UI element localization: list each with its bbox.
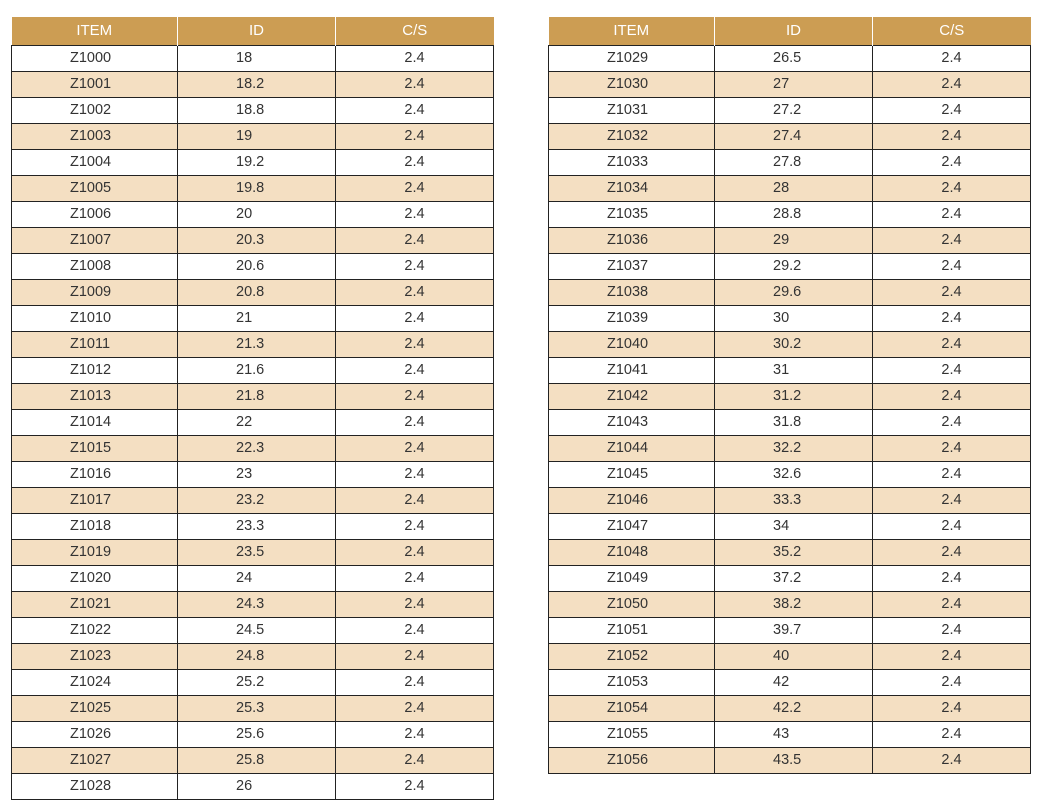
item-number-cell: Z1026 <box>12 721 178 747</box>
inner-diameter-cell: 21.3 <box>178 331 336 357</box>
table-row <box>549 357 1031 383</box>
inner-diameter-cell: 20.8 <box>178 279 336 305</box>
inner-diameter-cell: 33.3 <box>715 487 873 513</box>
inner-diameter-cell: 21.8 <box>178 383 336 409</box>
table-row <box>12 97 494 123</box>
inner-diameter-cell: 31 <box>715 357 873 383</box>
cross-section-cell: 2.4 <box>873 175 1031 201</box>
cross-section-cell: 2.4 <box>336 539 494 565</box>
item-number-cell: Z1037 <box>549 253 715 279</box>
inner-diameter-cell: 28.8 <box>715 201 873 227</box>
item-number-cell: Z1018 <box>12 513 178 539</box>
inner-diameter-cell: 42 <box>715 669 873 695</box>
cross-section-cell: 2.4 <box>336 461 494 487</box>
item-number-cell: Z1051 <box>549 617 715 643</box>
cross-section-cell: 2.4 <box>873 565 1031 591</box>
inner-diameter-cell: 40 <box>715 643 873 669</box>
table-row <box>549 721 1031 747</box>
cross-section-cell: 2.4 <box>873 669 1031 695</box>
item-number-cell: Z1020 <box>12 565 178 591</box>
column-header-id: ID <box>715 17 873 45</box>
item-number-cell: Z1029 <box>549 45 715 71</box>
cross-section-cell: 2.4 <box>873 305 1031 331</box>
inner-diameter-cell: 24 <box>178 565 336 591</box>
item-number-cell: Z1003 <box>12 123 178 149</box>
cross-section-cell: 2.4 <box>873 409 1031 435</box>
item-number-cell: Z1040 <box>549 331 715 357</box>
item-number-cell: Z1045 <box>549 461 715 487</box>
cross-section-cell: 2.4 <box>873 721 1031 747</box>
inner-diameter-cell: 43 <box>715 721 873 747</box>
inner-diameter-cell: 39.7 <box>715 617 873 643</box>
cross-section-cell: 2.4 <box>873 695 1031 721</box>
item-number-cell: Z1004 <box>12 149 178 175</box>
item-number-cell: Z1048 <box>549 539 715 565</box>
cross-section-cell: 2.4 <box>336 591 494 617</box>
inner-diameter-cell: 18.2 <box>178 71 336 97</box>
inner-diameter-cell: 19 <box>178 123 336 149</box>
item-number-cell: Z1015 <box>12 435 178 461</box>
table-row <box>12 279 494 305</box>
item-number-cell: Z1016 <box>12 461 178 487</box>
table-row <box>549 487 1031 513</box>
table-row <box>549 409 1031 435</box>
item-number-cell: Z1013 <box>12 383 178 409</box>
item-number-cell: Z1007 <box>12 227 178 253</box>
inner-diameter-cell: 30.2 <box>715 331 873 357</box>
table-row <box>12 305 494 331</box>
inner-diameter-cell: 23 <box>178 461 336 487</box>
inner-diameter-cell: 38.2 <box>715 591 873 617</box>
cross-section-cell: 2.4 <box>336 149 494 175</box>
item-number-cell: Z1008 <box>12 253 178 279</box>
cross-section-cell: 2.4 <box>873 123 1031 149</box>
cross-section-cell: 2.4 <box>873 227 1031 253</box>
inner-diameter-cell: 29 <box>715 227 873 253</box>
cross-section-cell: 2.4 <box>873 71 1031 97</box>
table-row <box>12 175 494 201</box>
o-ring-table-right <box>548 17 1031 774</box>
cross-section-cell: 2.4 <box>873 45 1031 71</box>
cross-section-cell: 2.4 <box>336 643 494 669</box>
inner-diameter-cell: 26.5 <box>715 45 873 71</box>
item-number-cell: Z1054 <box>549 695 715 721</box>
cross-section-cell: 2.4 <box>873 747 1031 773</box>
cross-section-cell: 2.4 <box>336 435 494 461</box>
table-row <box>549 305 1031 331</box>
item-number-cell: Z1009 <box>12 279 178 305</box>
cross-section-cell: 2.4 <box>336 695 494 721</box>
table-row <box>549 383 1031 409</box>
cross-section-cell: 2.4 <box>336 305 494 331</box>
table-row <box>12 721 494 747</box>
cross-section-cell: 2.4 <box>873 97 1031 123</box>
item-number-cell: Z1035 <box>549 201 715 227</box>
item-number-cell: Z1011 <box>12 331 178 357</box>
inner-diameter-cell: 19.2 <box>178 149 336 175</box>
table-row <box>549 565 1031 591</box>
item-number-cell: Z1049 <box>549 565 715 591</box>
table-row <box>549 45 1031 71</box>
cross-section-cell: 2.4 <box>336 773 494 799</box>
cross-section-cell: 2.4 <box>336 617 494 643</box>
item-number-cell: Z1028 <box>12 773 178 799</box>
table-row <box>549 71 1031 97</box>
table-row <box>12 435 494 461</box>
table-row <box>549 617 1031 643</box>
item-number-cell: Z1021 <box>12 591 178 617</box>
inner-diameter-cell: 28 <box>715 175 873 201</box>
table-row <box>549 591 1031 617</box>
table-row <box>549 539 1031 565</box>
inner-diameter-cell: 22 <box>178 409 336 435</box>
table-row <box>549 643 1031 669</box>
item-number-cell: Z1033 <box>549 149 715 175</box>
item-number-cell: Z1039 <box>549 305 715 331</box>
table-row <box>549 461 1031 487</box>
item-number-cell: Z1052 <box>549 643 715 669</box>
cross-section-cell: 2.4 <box>336 357 494 383</box>
table-row <box>12 747 494 773</box>
cross-section-cell: 2.4 <box>873 461 1031 487</box>
inner-diameter-cell: 23.5 <box>178 539 336 565</box>
item-number-cell: Z1031 <box>549 97 715 123</box>
cross-section-cell: 2.4 <box>873 357 1031 383</box>
table-row <box>12 669 494 695</box>
table-row <box>12 331 494 357</box>
item-number-cell: Z1034 <box>549 175 715 201</box>
cross-section-cell: 2.4 <box>336 721 494 747</box>
item-number-cell: Z1030 <box>549 71 715 97</box>
inner-diameter-cell: 27 <box>715 71 873 97</box>
cross-section-cell: 2.4 <box>873 617 1031 643</box>
table-row <box>12 565 494 591</box>
item-number-cell: Z1023 <box>12 643 178 669</box>
item-number-cell: Z1014 <box>12 409 178 435</box>
table-header-row <box>549 17 1031 45</box>
inner-diameter-cell: 26 <box>178 773 336 799</box>
table-row <box>549 175 1031 201</box>
table-row <box>12 513 494 539</box>
table-row <box>549 253 1031 279</box>
cross-section-cell: 2.4 <box>336 97 494 123</box>
table-row <box>12 487 494 513</box>
table-row <box>549 97 1031 123</box>
table-row <box>549 279 1031 305</box>
column-header-item: ITEM <box>12 17 178 45</box>
column-header-cs: C/S <box>336 17 494 45</box>
table-row <box>12 71 494 97</box>
inner-diameter-cell: 18 <box>178 45 336 71</box>
table-row <box>12 45 494 71</box>
table-row <box>12 201 494 227</box>
item-number-cell: Z1047 <box>549 513 715 539</box>
cross-section-cell: 2.4 <box>336 331 494 357</box>
inner-diameter-cell: 19.8 <box>178 175 336 201</box>
cross-section-cell: 2.4 <box>336 201 494 227</box>
table-row <box>12 773 494 799</box>
table-row <box>12 357 494 383</box>
inner-diameter-cell: 30 <box>715 305 873 331</box>
item-number-cell: Z1032 <box>549 123 715 149</box>
item-number-cell: Z1027 <box>12 747 178 773</box>
table-row <box>549 331 1031 357</box>
table-row <box>549 201 1031 227</box>
cross-section-cell: 2.4 <box>873 149 1031 175</box>
table-row <box>12 149 494 175</box>
cross-section-cell: 2.4 <box>336 747 494 773</box>
column-header-item: ITEM <box>549 17 715 45</box>
table-row <box>12 383 494 409</box>
item-number-cell: Z1044 <box>549 435 715 461</box>
cross-section-cell: 2.4 <box>873 591 1031 617</box>
inner-diameter-cell: 31.8 <box>715 409 873 435</box>
cross-section-cell: 2.4 <box>873 279 1031 305</box>
table-row <box>12 123 494 149</box>
inner-diameter-cell: 18.8 <box>178 97 336 123</box>
cross-section-cell: 2.4 <box>873 643 1031 669</box>
item-number-cell: Z1043 <box>549 409 715 435</box>
table-row <box>12 409 494 435</box>
table-row <box>549 695 1031 721</box>
cross-section-cell: 2.4 <box>336 123 494 149</box>
inner-diameter-cell: 24.8 <box>178 643 336 669</box>
cross-section-cell: 2.4 <box>873 513 1031 539</box>
inner-diameter-cell: 29.6 <box>715 279 873 305</box>
inner-diameter-cell: 32.2 <box>715 435 873 461</box>
inner-diameter-cell: 42.2 <box>715 695 873 721</box>
inner-diameter-cell: 20 <box>178 201 336 227</box>
table-row <box>12 695 494 721</box>
item-number-cell: Z1046 <box>549 487 715 513</box>
table-row <box>12 643 494 669</box>
table-row <box>12 617 494 643</box>
table-row <box>12 227 494 253</box>
table-row <box>12 461 494 487</box>
item-number-cell: Z1038 <box>549 279 715 305</box>
item-number-cell: Z1024 <box>12 669 178 695</box>
item-number-cell: Z1053 <box>549 669 715 695</box>
item-number-cell: Z1006 <box>12 201 178 227</box>
o-ring-table-left <box>11 17 494 800</box>
inner-diameter-cell: 25.2 <box>178 669 336 695</box>
item-number-cell: Z1001 <box>12 71 178 97</box>
inner-diameter-cell: 25.6 <box>178 721 336 747</box>
table-row <box>12 539 494 565</box>
cross-section-cell: 2.4 <box>873 487 1031 513</box>
table-row <box>12 253 494 279</box>
table-row <box>549 149 1031 175</box>
inner-diameter-cell: 31.2 <box>715 383 873 409</box>
cross-section-cell: 2.4 <box>336 227 494 253</box>
cross-section-cell: 2.4 <box>336 383 494 409</box>
cross-section-cell: 2.4 <box>336 409 494 435</box>
item-number-cell: Z1022 <box>12 617 178 643</box>
cross-section-cell: 2.4 <box>873 253 1031 279</box>
item-number-cell: Z1017 <box>12 487 178 513</box>
table-row <box>549 747 1031 773</box>
inner-diameter-cell: 20.3 <box>178 227 336 253</box>
inner-diameter-cell: 24.3 <box>178 591 336 617</box>
item-number-cell: Z1056 <box>549 747 715 773</box>
inner-diameter-cell: 20.6 <box>178 253 336 279</box>
item-number-cell: Z1042 <box>549 383 715 409</box>
inner-diameter-cell: 21.6 <box>178 357 336 383</box>
table-row <box>549 123 1031 149</box>
table-row <box>549 435 1031 461</box>
inner-diameter-cell: 24.5 <box>178 617 336 643</box>
inner-diameter-cell: 25.8 <box>178 747 336 773</box>
column-header-id: ID <box>178 17 336 45</box>
item-number-cell: Z1025 <box>12 695 178 721</box>
cross-section-cell: 2.4 <box>336 253 494 279</box>
inner-diameter-cell: 23.2 <box>178 487 336 513</box>
item-number-cell: Z1010 <box>12 305 178 331</box>
inner-diameter-cell: 21 <box>178 305 336 331</box>
cross-section-cell: 2.4 <box>873 435 1031 461</box>
cross-section-cell: 2.4 <box>873 201 1031 227</box>
inner-diameter-cell: 34 <box>715 513 873 539</box>
table-row <box>549 513 1031 539</box>
item-number-cell: Z1005 <box>12 175 178 201</box>
item-number-cell: Z1000 <box>12 45 178 71</box>
column-header-cs: C/S <box>873 17 1031 45</box>
cross-section-cell: 2.4 <box>336 513 494 539</box>
inner-diameter-cell: 43.5 <box>715 747 873 773</box>
inner-diameter-cell: 25.3 <box>178 695 336 721</box>
cross-section-cell: 2.4 <box>336 279 494 305</box>
cross-section-cell: 2.4 <box>873 331 1031 357</box>
item-number-cell: Z1002 <box>12 97 178 123</box>
cross-section-cell: 2.4 <box>873 539 1031 565</box>
table-header-row <box>12 17 494 45</box>
item-number-cell: Z1036 <box>549 227 715 253</box>
item-number-cell: Z1019 <box>12 539 178 565</box>
inner-diameter-cell: 23.3 <box>178 513 336 539</box>
item-number-cell: Z1041 <box>549 357 715 383</box>
table-row <box>549 669 1031 695</box>
cross-section-cell: 2.4 <box>336 175 494 201</box>
item-number-cell: Z1055 <box>549 721 715 747</box>
inner-diameter-cell: 27.2 <box>715 97 873 123</box>
inner-diameter-cell: 29.2 <box>715 253 873 279</box>
cross-section-cell: 2.4 <box>336 487 494 513</box>
cross-section-cell: 2.4 <box>336 45 494 71</box>
inner-diameter-cell: 27.8 <box>715 149 873 175</box>
inner-diameter-cell: 27.4 <box>715 123 873 149</box>
table-row <box>12 591 494 617</box>
inner-diameter-cell: 32.6 <box>715 461 873 487</box>
table-row <box>549 227 1031 253</box>
cross-section-cell: 2.4 <box>873 383 1031 409</box>
inner-diameter-cell: 22.3 <box>178 435 336 461</box>
cross-section-cell: 2.4 <box>336 565 494 591</box>
inner-diameter-cell: 37.2 <box>715 565 873 591</box>
cross-section-cell: 2.4 <box>336 669 494 695</box>
item-number-cell: Z1050 <box>549 591 715 617</box>
inner-diameter-cell: 35.2 <box>715 539 873 565</box>
item-number-cell: Z1012 <box>12 357 178 383</box>
cross-section-cell: 2.4 <box>336 71 494 97</box>
